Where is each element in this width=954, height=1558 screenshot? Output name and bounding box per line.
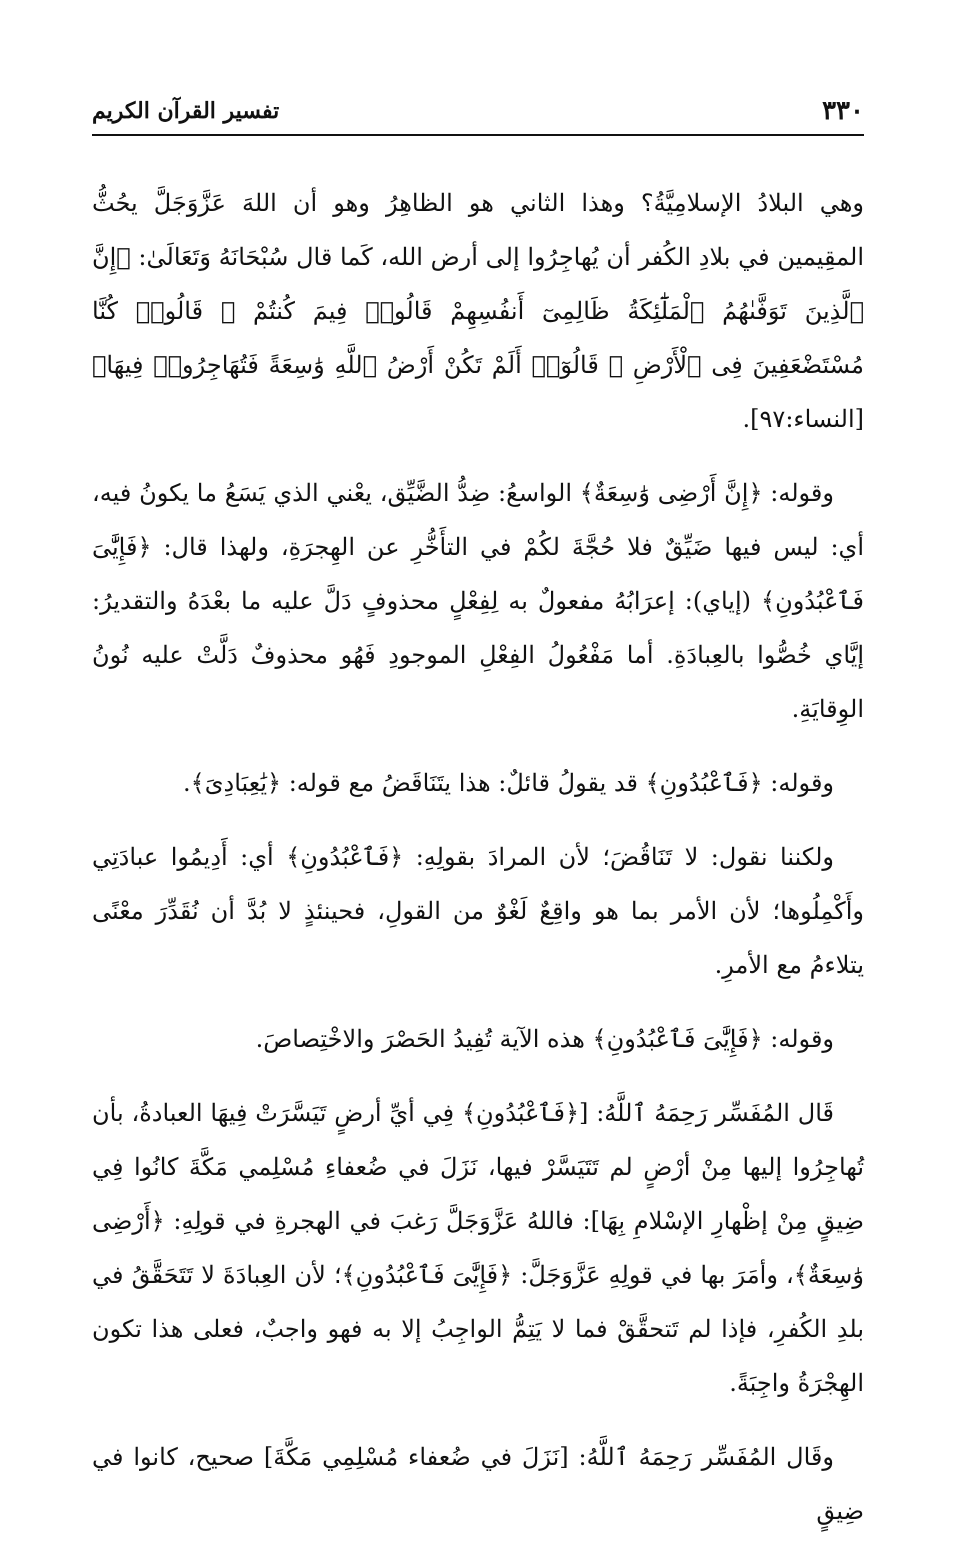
book-title: تفسير القرآن الكريم [92, 98, 280, 124]
page-number: ٣٣٠ [822, 96, 864, 126]
paragraph: ولكننا نقول: لا تَنَاقُضَ؛ لأن المرادَ بقولِهِ: ﴿فَٱعْبُدُونِ﴾ أي: أَدِيمُوا عبادَتِي وأَكْمِلُوها؛ لأن الأمر بما هو واقِعٌ لَغْوٌ من القولِ، فحينئذٍ لا بُدَّ أن نُقَدِّرَ معْنًى يتلاءمُ مع الأمرِ. [92, 843, 864, 979]
header-divider [92, 134, 864, 136]
paragraph: وقوله: ﴿فَٱعْبُدُونِ﴾ قد يقولُ قائلٌ: هذا يتَنَاقَضُ مع قوله: ﴿يَٰعِبَادِىَ﴾. [183, 769, 834, 797]
paragraph: وقوله: ﴿إِنَّ أَرْضِى وَٰسِعَةٌ﴾ الواسعُ: ضِدُّ الضَّيِّق، يعْني الذي يَسَعُ ما يكونُ فيه، أي: ليس فيها ضَيِّقٌ فلا حُجَّةَ لكُمْ في التأَخُّرِ عن الهِجرَةِ، ولهذا قال: ﴿فَإِيَّٰىَ فَٱعْبُدُونِ﴾ (إياي): إعرَابُهُ مفعولٌ به لِفِعْلٍ محذوفٍ دَلَّ عليه ما بعْدَهُ والتقديرُ: إيَّاي خُصُّوا بالعِبادَةِ. أما مَفْعُولُ الفِعْلِ الموجودِ فَهُو محذوفٌ دَلَّتْ عليه نُونُ الوِقايَةِ. [92, 479, 865, 723]
paragraph: وهي البلادُ الإسلامِيَّةُ؟ وهذا الثاني هو الظاهِرُ وهو أن اللهَ عَزَّوَجَلَّ يحُثُّ المقِيمين في بلادِ الكُفر أن يُهاجِرُوا إلى أرض الله، كَما قال سُبْحَانَهُ وَتَعَالَىٰ: ﴿إِنَّ ٱلَّذِينَ تَوَفَّىٰهُمُ ٱلْمَلَٰٓئِكَةُ ظَالِمِىٓ أَنفُسِهِمْ قَالُوا۟ فِيمَ كُنتُمْ ۖ قَالُوا۟ كُنَّا مُسْتَضْعَفِينَ فِى ٱلْأَرْضِ ۚ قَالُوٓا۟ أَلَمْ تَكُنْ أَرْضُ ٱللَّهِ وَٰسِعَةً فَتُهَاجِرُوا۟ فِيهَا﴾ [النساء:٩٧]. [92, 189, 865, 433]
page-body [92, 176, 864, 1558]
paragraph: وقَال المُفَسِّر رَحِمَهُ ٱللَّهُ: [نَزَلَ في ضُعفاء مُسْلِمِي مَكَّةَ] صحيح، كانوا في ضِيقٍ [92, 1443, 864, 1525]
paragraph: قَال المُفَسِّر رَحِمَهُ ٱللَّهُ: [﴿فَٱعْبُدُونِ﴾ فِي أيِّ أرضٍ تَيَسَّرَتْ فِيهَا العبادةُ، بأن تُهاجِرُوا إليها مِنْ أرْضٍ لم تَتَيَسَّرْ فيها، نَزَلَ في ضُعفاءِ مُسْلِمي مَكَّةَ كانُوا فِي ضِيقٍ مِنْ إظْهارِ الإسْلامِ بِهَا]: فاللهُ عَزَّوَجَلَّ رَغبَ في الهجرةِ في قولِهِ: ﴿أَرْضِى وَٰسِعَةٌ﴾، وأمَرَ بها في قولِهِ عَزَّوَجَلَّ: ﴿فَإِيَّٰىَ فَٱعْبُدُونِ﴾؛ لأن العِبادَةَ لا تَتَحَقَّقُ في بلدِ الكُفرِ، فإذا لم تَتحقَّقْ فما لا يَتِمُّ الواجِبُ إلا به فهو واجبٌ، فعلى هذا تكون الهِجْرَةُ واجِبَةً. [92, 1099, 864, 1397]
paragraph: وقوله: ﴿فَإِيَّٰىَ فَٱعْبُدُونِ﴾ هذه الآية تُفِيدُ الحَصْرَ والاخْتِصاصَ. [255, 1025, 834, 1053]
page-header [92, 96, 864, 130]
